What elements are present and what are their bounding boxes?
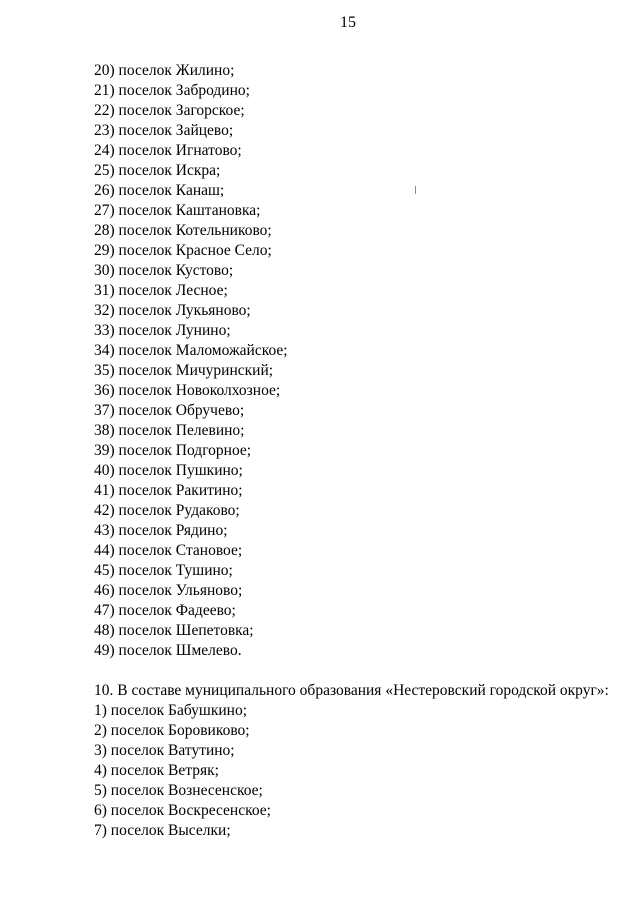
list-item: 32) поселок Лукьяново; [94,302,251,319]
list-item: 26) поселок Канаш; [94,182,225,199]
list-item: 44) поселок Становое; [94,542,243,559]
list-item: 37) поселок Обручево; [94,402,245,419]
list-item: 43) поселок Рядино; [94,522,228,539]
list-item: 33) поселок Лунино; [94,322,231,339]
list-item: 36) поселок Новоколхозное; [94,382,281,399]
list-item: 45) поселок Тушино; [94,562,233,579]
list-item: 38) поселок Пелевино; [94,422,245,439]
list-item: 20) поселок Жилино; [94,62,235,79]
list-item: 7) поселок Выселки; [94,822,231,839]
list-item: 40) поселок Пушкино; [94,462,243,479]
list-item: 3) поселок Ватутино; [94,742,235,759]
list-item: 49) поселок Шмелево. [94,642,242,659]
list-item: 23) поселок Зайцево; [94,122,234,139]
list-item: 2) поселок Боровиково; [94,722,250,739]
list-item: 22) поселок Загорское; [94,102,245,119]
list-item: 28) поселок Котельниково; [94,222,272,239]
page-number: 15 [340,14,356,31]
list-item: 34) поселок Маломожайское; [94,342,288,359]
list-item: 21) поселок Забродино; [94,82,250,99]
list-item: 27) поселок Каштановка; [94,202,261,219]
list-item: 6) поселок Воскресенское; [94,802,271,819]
list-item: 46) поселок Ульяново; [94,582,243,599]
list-item: 1) поселок Бабушкино; [94,702,247,719]
list-item: 25) поселок Искра; [94,162,221,179]
scan-artifact [415,186,416,194]
list-item: 5) поселок Вознесенское; [94,782,263,799]
settlement-list [94,61,288,661]
list-item: 35) поселок Мичуринский; [94,362,274,379]
list-item: 29) поселок Красное Село; [94,242,272,259]
settlement-list-nesterov [94,701,271,841]
list-item: 39) поселок Подгорное; [94,442,252,459]
section-heading: 10. В составе муниципального образования «Нестеровский городской округ»: [94,682,609,699]
list-item: 48) поселок Шепетовка; [94,622,254,639]
list-item: 31) поселок Лесное; [94,282,228,299]
list-item: 30) поселок Кустово; [94,262,234,279]
list-item: 42) поселок Рудаково; [94,502,240,519]
list-item: 41) поселок Ракитино; [94,482,243,499]
list-item: 47) поселок Фадеево; [94,602,236,619]
list-item: 4) поселок Ветряк; [94,762,219,779]
list-item: 24) поселок Игнатово; [94,142,242,159]
